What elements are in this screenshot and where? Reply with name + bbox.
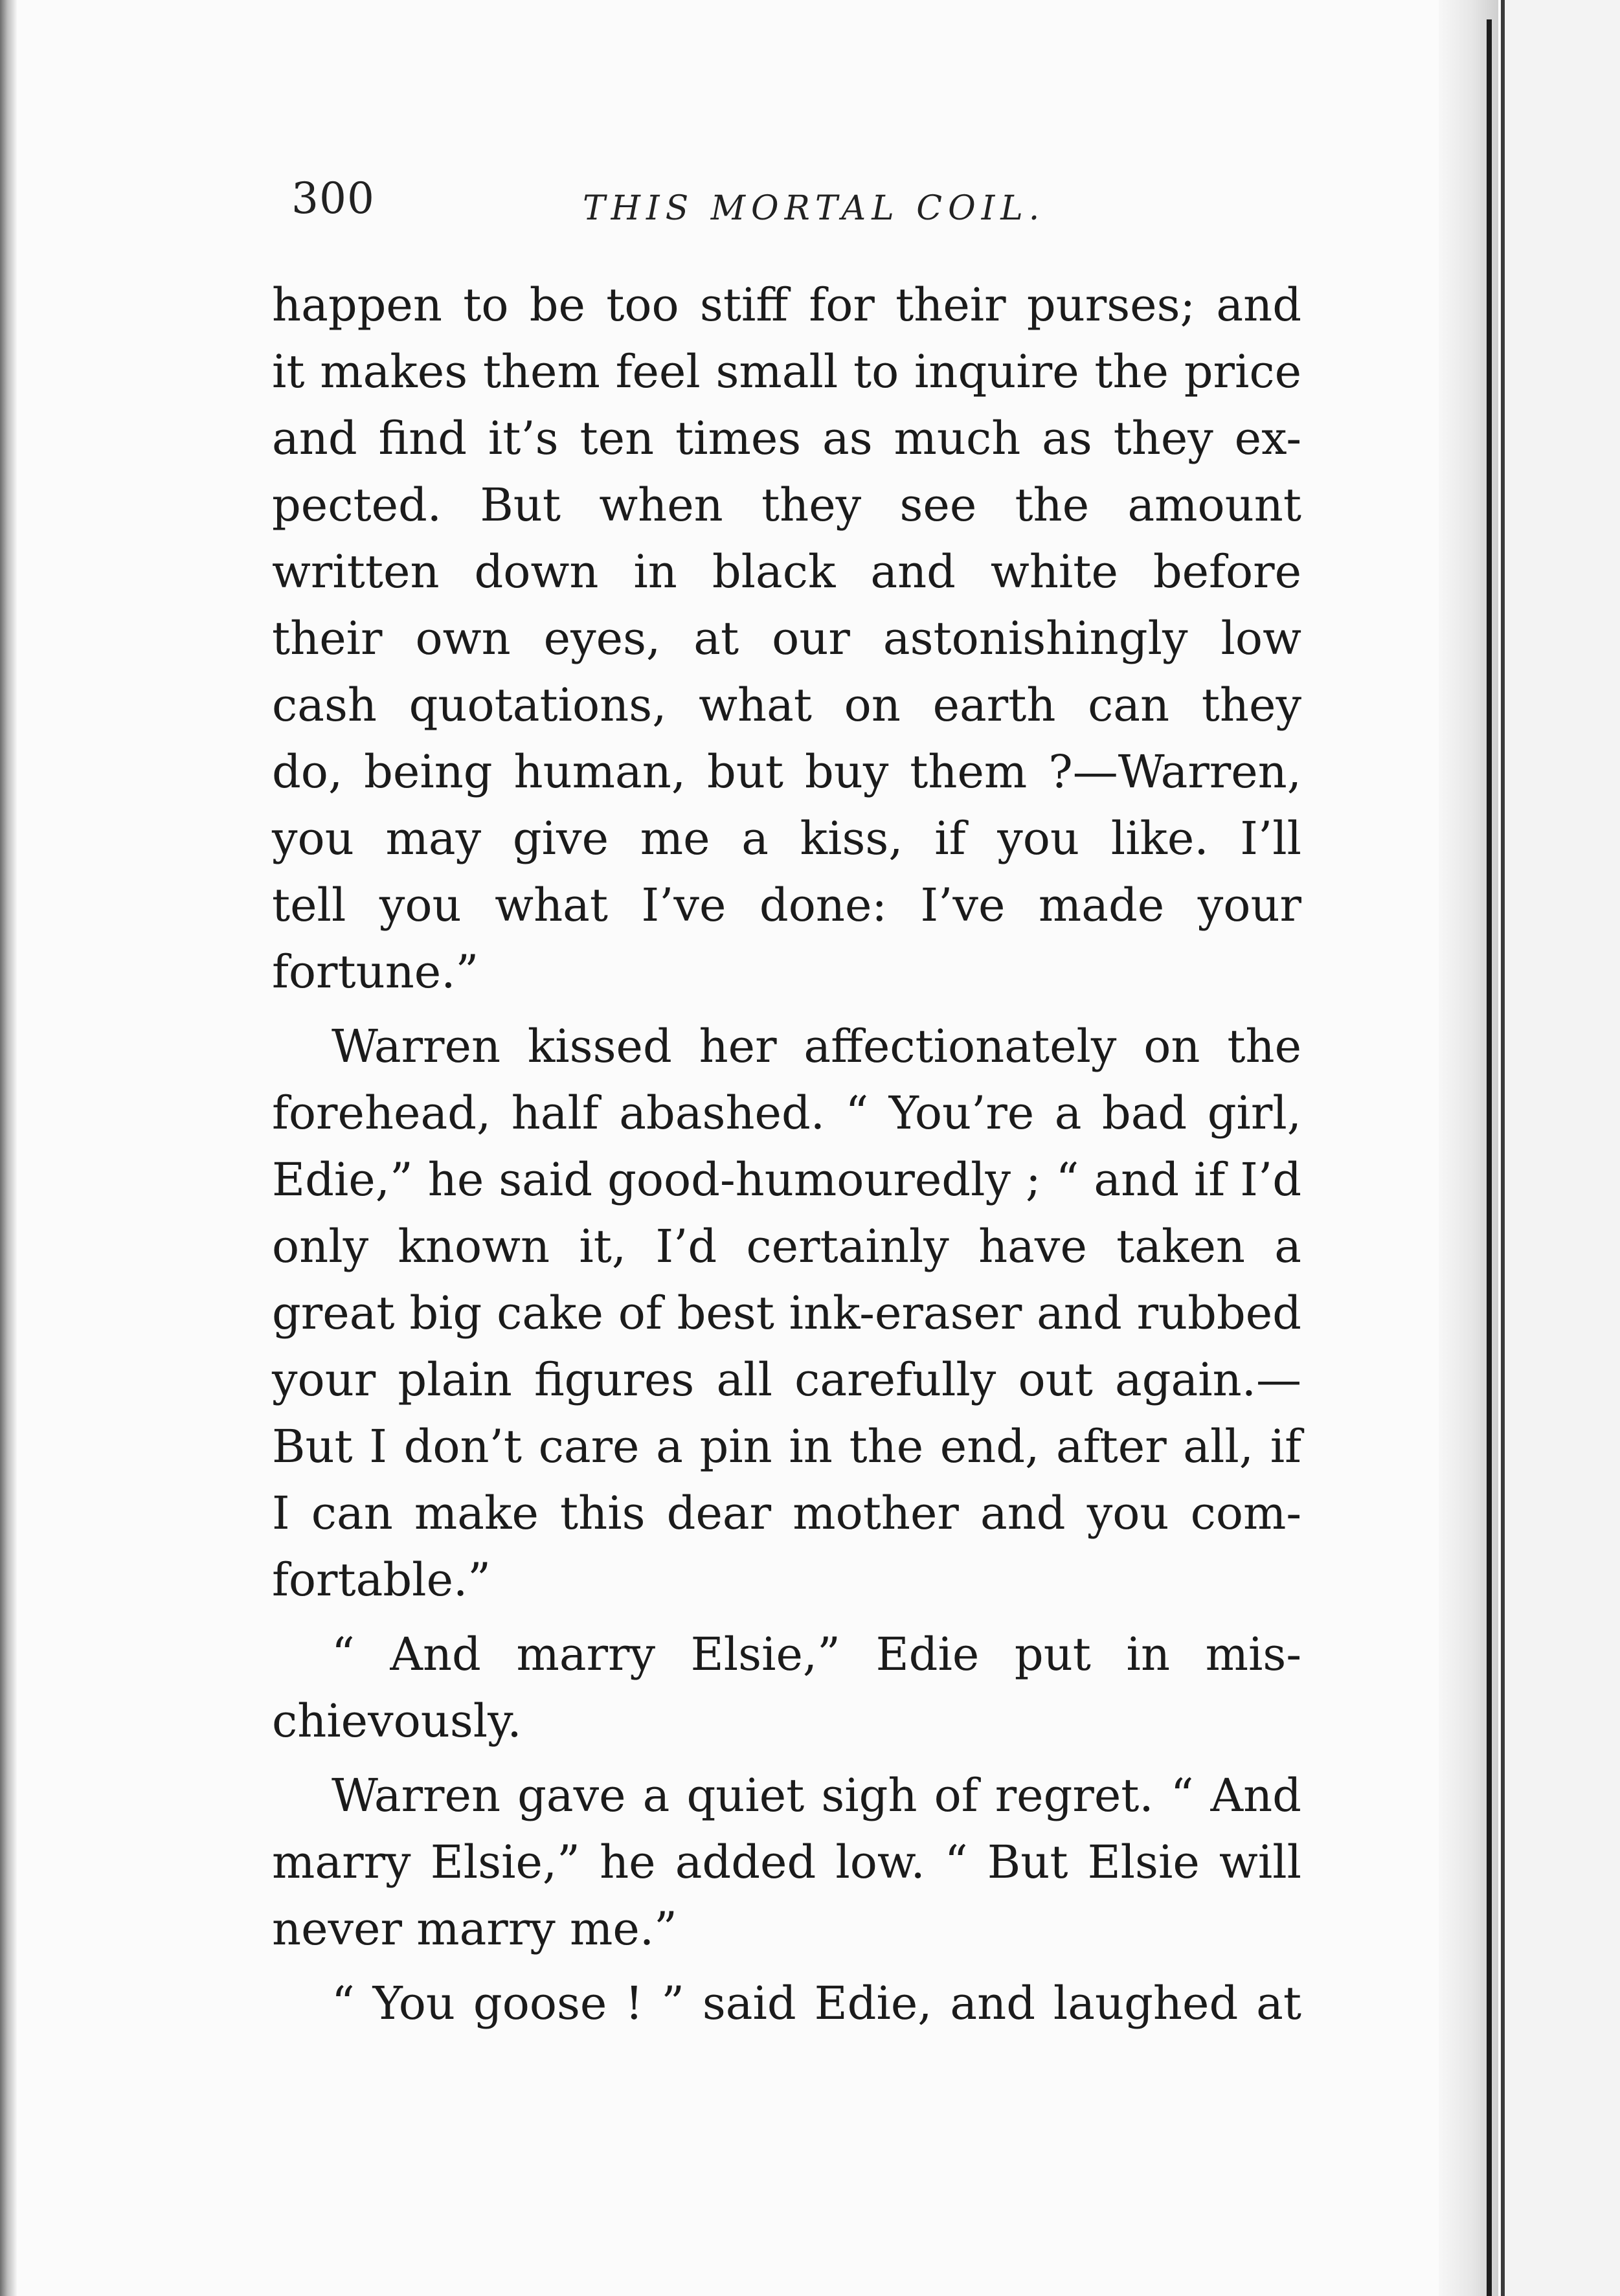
text-line: Edie,” he said good-humouredly ; “ and if I’d xyxy=(272,1153,1301,1206)
text-line: do, being human, but buy them ?—Warren, xyxy=(272,745,1301,798)
text-line: forehead, half abashed. “ You’re a bad girl, xyxy=(272,1086,1301,1140)
text-line: only known it, I’d certainly have taken a xyxy=(272,1220,1301,1273)
facing-page-edge xyxy=(1505,0,1620,2296)
text-line: chievously. xyxy=(272,1694,522,1748)
text-line: marry Elsie,” he added low. “ But Elsie will xyxy=(272,1836,1301,1889)
text-line: cash quotations, what on earth can they xyxy=(272,679,1301,732)
text-line: it makes them feel small to inquire the price xyxy=(272,345,1301,398)
paragraph xyxy=(272,1762,1301,1963)
text-line: your plain figures all carefully out again.— xyxy=(272,1353,1301,1406)
text-line: Warren kissed her affectionately on the xyxy=(332,1020,1301,1073)
text-line: happen to be too stiff for their purses; and xyxy=(272,278,1301,332)
text-line: pected. But when they see the amount xyxy=(272,478,1301,532)
gutter-dark-line xyxy=(1501,0,1505,2296)
text-line: written down in black and white before xyxy=(272,545,1301,598)
text-line: and find it’s ten times as much as they ex- xyxy=(272,412,1301,465)
text-line: “ And marry Elsie,” Edie put in mis- xyxy=(332,1628,1301,1681)
text-line: But I don’t care a pin in the end, after all, if xyxy=(272,1420,1301,1473)
paragraph xyxy=(272,1621,1301,1755)
paragraph xyxy=(272,1970,1301,2037)
page-number: 300 xyxy=(291,174,375,223)
running-title: THIS MORTAL COIL. xyxy=(583,189,1046,228)
text-line: never marry me.” xyxy=(272,1902,677,1955)
text-line: fortune.” xyxy=(272,945,479,998)
paragraph xyxy=(272,272,1301,1006)
text-line: fortable.” xyxy=(272,1553,491,1606)
text-line: their own eyes, at our astonishingly low xyxy=(272,612,1301,665)
text-line: I can make this dear mother and you com- xyxy=(272,1487,1301,1540)
text-line: tell you what I’ve done: I’ve made your xyxy=(272,879,1301,932)
body-text xyxy=(272,272,1301,2037)
text-line: great big cake of best ink-eraser and rubbed xyxy=(272,1287,1301,1340)
paragraph xyxy=(272,1013,1301,1614)
text-line: you may give me a kiss, if you like. I’ll xyxy=(272,812,1301,865)
gutter-shadow-line xyxy=(1487,19,1492,2296)
running-head xyxy=(285,174,1321,251)
text-line: “ You goose ! ” said Edie, and laughed at xyxy=(332,1977,1301,2030)
text-line: Warren gave a quiet sigh of regret. “ And xyxy=(332,1769,1301,1822)
